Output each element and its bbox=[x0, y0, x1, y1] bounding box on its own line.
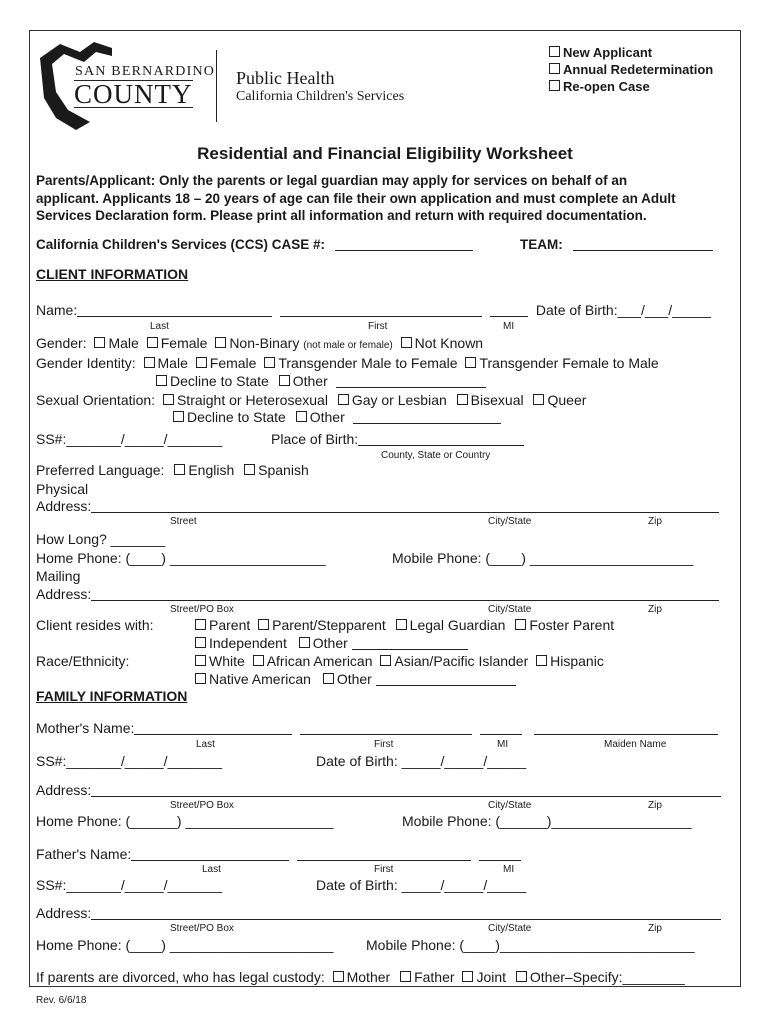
client-ssn[interactable]: SS#:_______/_____/_______ bbox=[36, 431, 223, 447]
race-option-white[interactable]: White bbox=[195, 653, 245, 669]
identity-option-other[interactable]: Other bbox=[279, 373, 328, 389]
identity-option-decline[interactable]: Decline to State bbox=[156, 373, 269, 389]
orientation-option-bisexual[interactable]: Bisexual bbox=[457, 392, 524, 408]
intro-text: Parents/Applicant: Only the parents or legal guardian may apply for services on behalf of an applicant. Applicants 18 – 20 years of age can file their own application and must complete an Adult Services Declaration form. Please print all information and return with required documentation. bbox=[36, 173, 676, 223]
race-options-row bbox=[195, 653, 604, 669]
mail-sub-street: Street/PO Box bbox=[170, 604, 234, 615]
mother-maiden-name-field[interactable] bbox=[534, 721, 718, 735]
page-title: Residential and Financial Eligibility Worksheet bbox=[197, 144, 573, 163]
checkbox-icon bbox=[396, 619, 407, 630]
mother-sub-last: Last bbox=[196, 739, 215, 750]
name-sub-mi: MI bbox=[503, 321, 515, 332]
sexual-orientation-row: Sexual Orientation: Straight or Heterosexual Gay or Lesbian Bisexual Queer bbox=[36, 392, 587, 408]
resides-option-independent[interactable]: Independent bbox=[195, 635, 287, 651]
gender-option-female[interactable]: Female bbox=[147, 335, 208, 351]
revision-label: Rev. 6/6/18 bbox=[36, 995, 87, 1006]
race-options-row-2 bbox=[195, 671, 516, 687]
father-mi-field[interactable] bbox=[479, 847, 521, 861]
identity-option-female[interactable]: Female bbox=[196, 355, 257, 371]
phys-sub-city: City/State bbox=[488, 516, 532, 527]
father-name-row: Father's Name: bbox=[36, 846, 521, 862]
checkbox-icon bbox=[338, 394, 349, 405]
checkbox-icon bbox=[549, 80, 560, 91]
custody-option-father[interactable]: Father bbox=[400, 969, 454, 985]
checkbox-icon bbox=[401, 337, 412, 348]
identity-option-trans-mtf[interactable]: Transgender Male to Female bbox=[264, 355, 457, 371]
checkbox-icon bbox=[323, 673, 334, 684]
place-of-birth-row: Place of Birth: bbox=[271, 431, 524, 447]
dept-title: Public Health bbox=[236, 68, 335, 88]
physical-label: Physical bbox=[36, 481, 89, 497]
client-dob[interactable]: Date of Birth:___/___/_____ bbox=[535, 302, 712, 318]
race-option-other[interactable]: Other bbox=[323, 671, 372, 687]
race-other-field[interactable] bbox=[376, 672, 516, 686]
orientation-other-field[interactable] bbox=[353, 410, 501, 424]
mother-mi-field[interactable] bbox=[480, 721, 522, 735]
pob-sub: County, State or Country bbox=[381, 450, 491, 461]
case-type-annual-redetermination[interactable]: Annual Redetermination bbox=[549, 61, 713, 78]
father-sub-last: Last bbox=[202, 864, 221, 875]
checkbox-icon bbox=[333, 971, 344, 982]
mother-home-phone[interactable]: Home Phone: (______) ___________________ bbox=[36, 813, 334, 829]
team-field[interactable] bbox=[573, 237, 713, 251]
checkbox-icon bbox=[465, 357, 476, 368]
place-of-birth-field[interactable] bbox=[358, 432, 524, 446]
father-last-name-field[interactable] bbox=[131, 847, 289, 861]
how-long-field[interactable]: How Long? _______ bbox=[36, 531, 166, 547]
mother-address-row: Address: bbox=[36, 782, 721, 798]
race-option-asian-pi[interactable]: Asian/Pacific Islander bbox=[380, 653, 528, 669]
checkbox-icon bbox=[457, 394, 468, 405]
mailing-address-row: Address: bbox=[36, 586, 719, 602]
mother-sub-mi: MI bbox=[497, 739, 509, 750]
gender-option-not-known[interactable]: Not Known bbox=[401, 335, 483, 351]
case-type-new-applicant[interactable]: New Applicant bbox=[549, 44, 713, 61]
checkbox-icon bbox=[533, 394, 544, 405]
father-first-name-field[interactable] bbox=[297, 847, 471, 861]
mother-addr-sub-street: Street/PO Box bbox=[170, 800, 234, 811]
name-sub-last: Last bbox=[150, 321, 169, 332]
resides-option-foster[interactable]: Foster Parent bbox=[515, 617, 614, 633]
father-dob[interactable]: Date of Birth: _____/_____/_____ bbox=[316, 877, 527, 893]
checkbox-icon bbox=[536, 655, 547, 666]
header-divider bbox=[216, 50, 217, 122]
language-option-english[interactable]: English bbox=[174, 462, 234, 478]
resides-label: Client resides with: bbox=[36, 617, 154, 633]
client-name-row: Name: Date of Birth:___/___/_____ bbox=[36, 302, 712, 318]
orientation-option-other[interactable]: Other bbox=[296, 409, 345, 425]
language-option-spanish[interactable]: Spanish bbox=[244, 462, 309, 478]
mother-ssn[interactable]: SS#:_______/_____/_______ bbox=[36, 753, 223, 769]
checkbox-icon bbox=[195, 655, 206, 666]
checkbox-icon bbox=[163, 394, 174, 405]
resides-option-parent[interactable]: Parent bbox=[195, 617, 250, 633]
checkbox-icon bbox=[279, 375, 290, 386]
logo-top-text: SAN BERNARDINO bbox=[72, 64, 218, 80]
case-number-row bbox=[36, 237, 473, 252]
resides-options-row-2 bbox=[195, 635, 468, 651]
resides-option-stepparent[interactable]: Parent/Stepparent bbox=[258, 617, 386, 633]
mother-addr-sub-city: City/State bbox=[488, 800, 532, 811]
checkbox-icon bbox=[94, 337, 105, 348]
custody-option-mother[interactable]: Mother bbox=[333, 969, 391, 985]
father-mobile-phone[interactable]: Mobile Phone: (____)_________________________ bbox=[366, 937, 695, 953]
identity-other-field[interactable] bbox=[336, 374, 486, 388]
checkbox-icon bbox=[174, 464, 185, 475]
physical-address-row: Address: bbox=[36, 498, 719, 514]
father-addr-sub-zip: Zip bbox=[648, 923, 662, 934]
phys-sub-street: Street bbox=[170, 516, 197, 527]
checkbox-icon bbox=[516, 971, 527, 982]
custody-option-joint[interactable]: Joint bbox=[462, 969, 506, 985]
checkbox-icon bbox=[244, 464, 255, 475]
race-option-african-american[interactable]: African American bbox=[253, 653, 373, 669]
father-addr-sub-street: Street/PO Box bbox=[170, 923, 234, 934]
father-address-field[interactable] bbox=[91, 906, 721, 920]
checkbox-icon bbox=[195, 619, 206, 630]
phys-sub-zip: Zip bbox=[648, 516, 662, 527]
dept-subtitle: California Children's Services bbox=[236, 89, 405, 104]
gender-note: (not male or female) bbox=[303, 340, 393, 351]
physical-address-field[interactable] bbox=[91, 499, 719, 513]
race-label: Race/Ethnicity: bbox=[36, 653, 130, 669]
race-option-hispanic[interactable]: Hispanic bbox=[536, 653, 604, 669]
case-type-reopen-case[interactable]: Re-open Case bbox=[549, 78, 713, 95]
checkbox-icon bbox=[253, 655, 264, 666]
gender-option-male[interactable]: Male bbox=[94, 335, 138, 351]
mother-addr-sub-zip: Zip bbox=[648, 800, 662, 811]
identity-option-trans-ftm[interactable]: Transgender Female to Male bbox=[465, 355, 658, 371]
mailing-label: Mailing bbox=[36, 568, 81, 584]
client-mi-field[interactable] bbox=[490, 303, 528, 317]
gender-identity-row-2 bbox=[156, 373, 486, 389]
client-home-phone[interactable]: Home Phone: (____) ____________________ bbox=[36, 550, 326, 566]
checkbox-icon bbox=[296, 411, 307, 422]
father-addr-sub-city: City/State bbox=[488, 923, 532, 934]
custody-option-other[interactable]: Other–Specify:________ bbox=[516, 969, 685, 985]
orientation-option-straight[interactable]: Straight or Heterosexual bbox=[163, 392, 328, 408]
case-number-field[interactable] bbox=[335, 237, 473, 251]
checkbox-icon bbox=[264, 357, 275, 368]
checkbox-icon bbox=[549, 63, 560, 74]
checkbox-icon bbox=[215, 337, 226, 348]
father-home-phone[interactable]: Home Phone: (____) _____________________ bbox=[36, 937, 334, 953]
father-sub-first: First bbox=[374, 864, 394, 875]
client-last-name-field[interactable] bbox=[77, 303, 272, 317]
mother-mobile-phone[interactable]: Mobile Phone: (______)__________________ bbox=[402, 813, 692, 829]
mailing-address-field[interactable] bbox=[91, 587, 719, 601]
identity-option-male[interactable]: Male bbox=[144, 355, 188, 371]
team-label: TEAM: bbox=[520, 237, 563, 252]
resides-options-row bbox=[195, 617, 614, 633]
case-type-options bbox=[549, 44, 713, 95]
resides-option-guardian[interactable]: Legal Guardian bbox=[396, 617, 506, 633]
team-row bbox=[520, 237, 713, 252]
father-ssn[interactable]: SS#:_______/_____/_______ bbox=[36, 877, 223, 893]
gender-option-nonbinary[interactable]: Non-Binary bbox=[215, 335, 299, 351]
client-first-name-field[interactable] bbox=[280, 303, 482, 317]
checkbox-icon bbox=[195, 637, 206, 648]
checkbox-icon bbox=[549, 46, 560, 57]
mother-first-name-field[interactable] bbox=[300, 721, 472, 735]
orientation-option-queer[interactable]: Queer bbox=[533, 392, 586, 408]
resides-other-field[interactable] bbox=[352, 636, 468, 650]
logo-bottom-text: COUNTY bbox=[74, 79, 193, 109]
checkbox-icon bbox=[258, 619, 269, 630]
checkbox-icon bbox=[147, 337, 158, 348]
gender-row: Gender: Male Female Non-Binary (not male or female) Not Known bbox=[36, 335, 484, 351]
client-info-heading: CLIENT INFORMATION bbox=[36, 266, 189, 282]
gender-identity-row: Gender Identity: Male Female Transgender Male to Female Transgender Female to Male bbox=[36, 355, 659, 371]
race-option-native-american[interactable]: Native American bbox=[195, 671, 311, 687]
checkbox-icon bbox=[515, 619, 526, 630]
checkbox-icon bbox=[196, 357, 207, 368]
checkbox-icon bbox=[380, 655, 391, 666]
checkbox-icon bbox=[195, 673, 206, 684]
checkbox-icon bbox=[156, 375, 167, 386]
mother-name-row: Mother's Name: bbox=[36, 720, 718, 736]
resides-option-other[interactable]: Other bbox=[299, 635, 348, 651]
sexual-orientation-row-2 bbox=[173, 409, 501, 425]
checkbox-icon bbox=[299, 637, 310, 648]
preferred-language-row: Preferred Language: English Spanish bbox=[36, 462, 309, 478]
county-logo bbox=[34, 38, 216, 134]
custody-row: If parents are divorced, who has legal custody: Mother Father Joint Other–Specify:________ bbox=[36, 969, 685, 985]
mail-sub-city: City/State bbox=[488, 604, 532, 615]
checkbox-icon bbox=[173, 411, 184, 422]
mother-sub-first: First bbox=[374, 739, 394, 750]
father-address-row: Address: bbox=[36, 905, 721, 921]
family-info-heading: FAMILY INFORMATION bbox=[36, 688, 188, 704]
case-number-label: California Children's Services (CCS) CASE #: bbox=[36, 237, 326, 252]
mother-last-name-field[interactable] bbox=[134, 721, 292, 735]
name-sub-first: First bbox=[368, 321, 388, 332]
mother-sub-maiden: Maiden Name bbox=[604, 739, 667, 750]
mother-address-field[interactable] bbox=[91, 783, 721, 797]
checkbox-icon bbox=[400, 971, 411, 982]
orientation-option-gay-lesbian[interactable]: Gay or Lesbian bbox=[338, 392, 447, 408]
checkbox-icon bbox=[462, 971, 473, 982]
father-sub-mi: MI bbox=[503, 864, 515, 875]
client-mobile-phone[interactable]: Mobile Phone: (____) _____________________ bbox=[392, 550, 694, 566]
checkbox-icon bbox=[144, 357, 155, 368]
mail-sub-zip: Zip bbox=[648, 604, 662, 615]
mother-dob[interactable]: Date of Birth: _____/_____/_____ bbox=[316, 753, 527, 769]
orientation-option-decline[interactable]: Decline to State bbox=[173, 409, 286, 425]
